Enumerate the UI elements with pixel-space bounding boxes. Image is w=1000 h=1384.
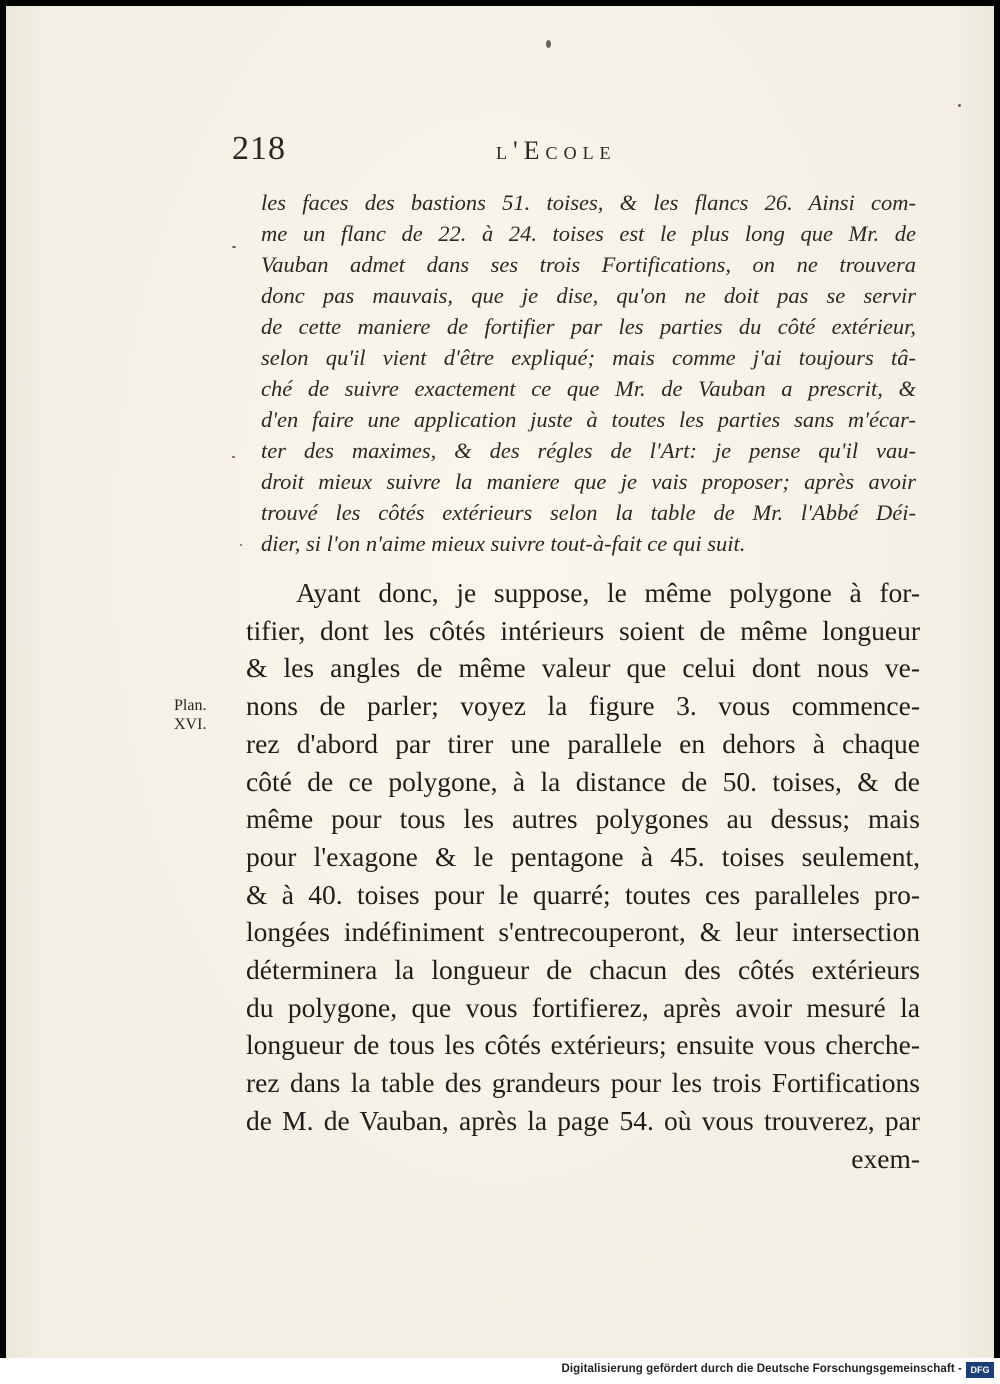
- paper-speck: [240, 544, 242, 546]
- text-line: de cette maniere de fortifier par les parties du côté extérieur,: [261, 314, 916, 339]
- italic-paragraph: [261, 187, 916, 559]
- text-line: donc pas mauvais, que je dise, qu'on ne doit pas se servir: [261, 283, 916, 308]
- text-line: dier, si l'on n'aime mieux suivre tout-à-fait ce qui suit.: [261, 531, 746, 556]
- text-line: & à 40. toises pour le quarré; toutes ces paralleles pro-: [246, 878, 920, 910]
- margin-note: [174, 696, 206, 734]
- running-head: l'Ecole: [496, 136, 617, 165]
- text-line: de M. de Vauban, après la page 54. où vous trouverez, par: [246, 1104, 920, 1136]
- text-line: rez dans la table des grandeurs pour les trois Fortifications: [246, 1067, 920, 1099]
- body-paragraph: [246, 574, 920, 1177]
- text-line: trouvé les côtés extérieurs selon la table de Mr. l'Abbé Déi-: [261, 500, 916, 525]
- text-line: longueur de tous les côtés extérieurs; ensuite vous cherche-: [246, 1029, 920, 1061]
- text-line: déterminera la longueur de chacun des côtés extérieurs: [246, 954, 920, 986]
- text-line: nons de parler; voyez la figure 3. vous commence-: [246, 690, 920, 722]
- paper-speck: [958, 104, 961, 107]
- text-line: rez d'abord par tirer une parallele en dehors à chaque: [246, 727, 920, 759]
- text-line: & les angles de même valeur que celui dont nous ve-: [246, 652, 920, 684]
- margin-note-line: Plan.: [174, 697, 207, 714]
- funding-notice: Digitalisierung gefördert durch die Deutsche Forschungsgemeinschaft -: [561, 1363, 962, 1375]
- text-line: droit mieux suivre la maniere que je vais proposer; après avoir: [261, 469, 916, 494]
- text-line: Vauban admet dans ses trois Fortifications, on ne trouvera: [261, 252, 916, 277]
- text-line: du polygone, que vous fortifierez, après avoir mesuré la: [246, 991, 920, 1023]
- digitization-footer: [0, 1358, 1000, 1384]
- paper-speck: [232, 456, 235, 458]
- text-line: longées indéfiniment s'entrecouperont, & leur intersection: [246, 916, 920, 948]
- text-line: ter des maximes, & des régles de l'Art: je pense qu'il vau-: [261, 438, 916, 463]
- book-page: [6, 6, 994, 1358]
- text-line: Ayant donc, je suppose, le même polygone à for-: [296, 577, 920, 608]
- text-line: me un flanc de 22. à 24. toises est le plus long que Mr. de: [261, 221, 916, 246]
- text-line: côté de ce polygone, à la distance de 50. toises, & de: [246, 765, 920, 797]
- margin-note-line: XVI.: [174, 716, 207, 733]
- dfg-logo: DFG: [966, 1362, 994, 1378]
- paper-speck: [546, 40, 551, 48]
- text-line: ché de suivre exactement ce que Mr. de Vauban a prescrit, &: [261, 376, 916, 401]
- text-line: selon qu'il vient d'être expliqué; mais comme j'ai toujours tâ-: [261, 345, 916, 370]
- text-line: les faces des bastions 51. toises, & les flancs 26. Ainsi com-: [261, 190, 916, 215]
- page-number: 218: [232, 130, 286, 167]
- text-line: d'en faire une application juste à toutes les parties sans m'écar-: [261, 407, 916, 432]
- text-line: même pour tous les autres polygones au dessus; mais: [246, 803, 920, 835]
- text-line: tifier, dont les côtés intérieurs soient de même longueur: [246, 614, 920, 646]
- catchword: exem-: [851, 1142, 920, 1174]
- paper-speck: [232, 246, 236, 248]
- text-line: pour l'exagone & le pentagone à 45. toises seulement,: [246, 840, 920, 872]
